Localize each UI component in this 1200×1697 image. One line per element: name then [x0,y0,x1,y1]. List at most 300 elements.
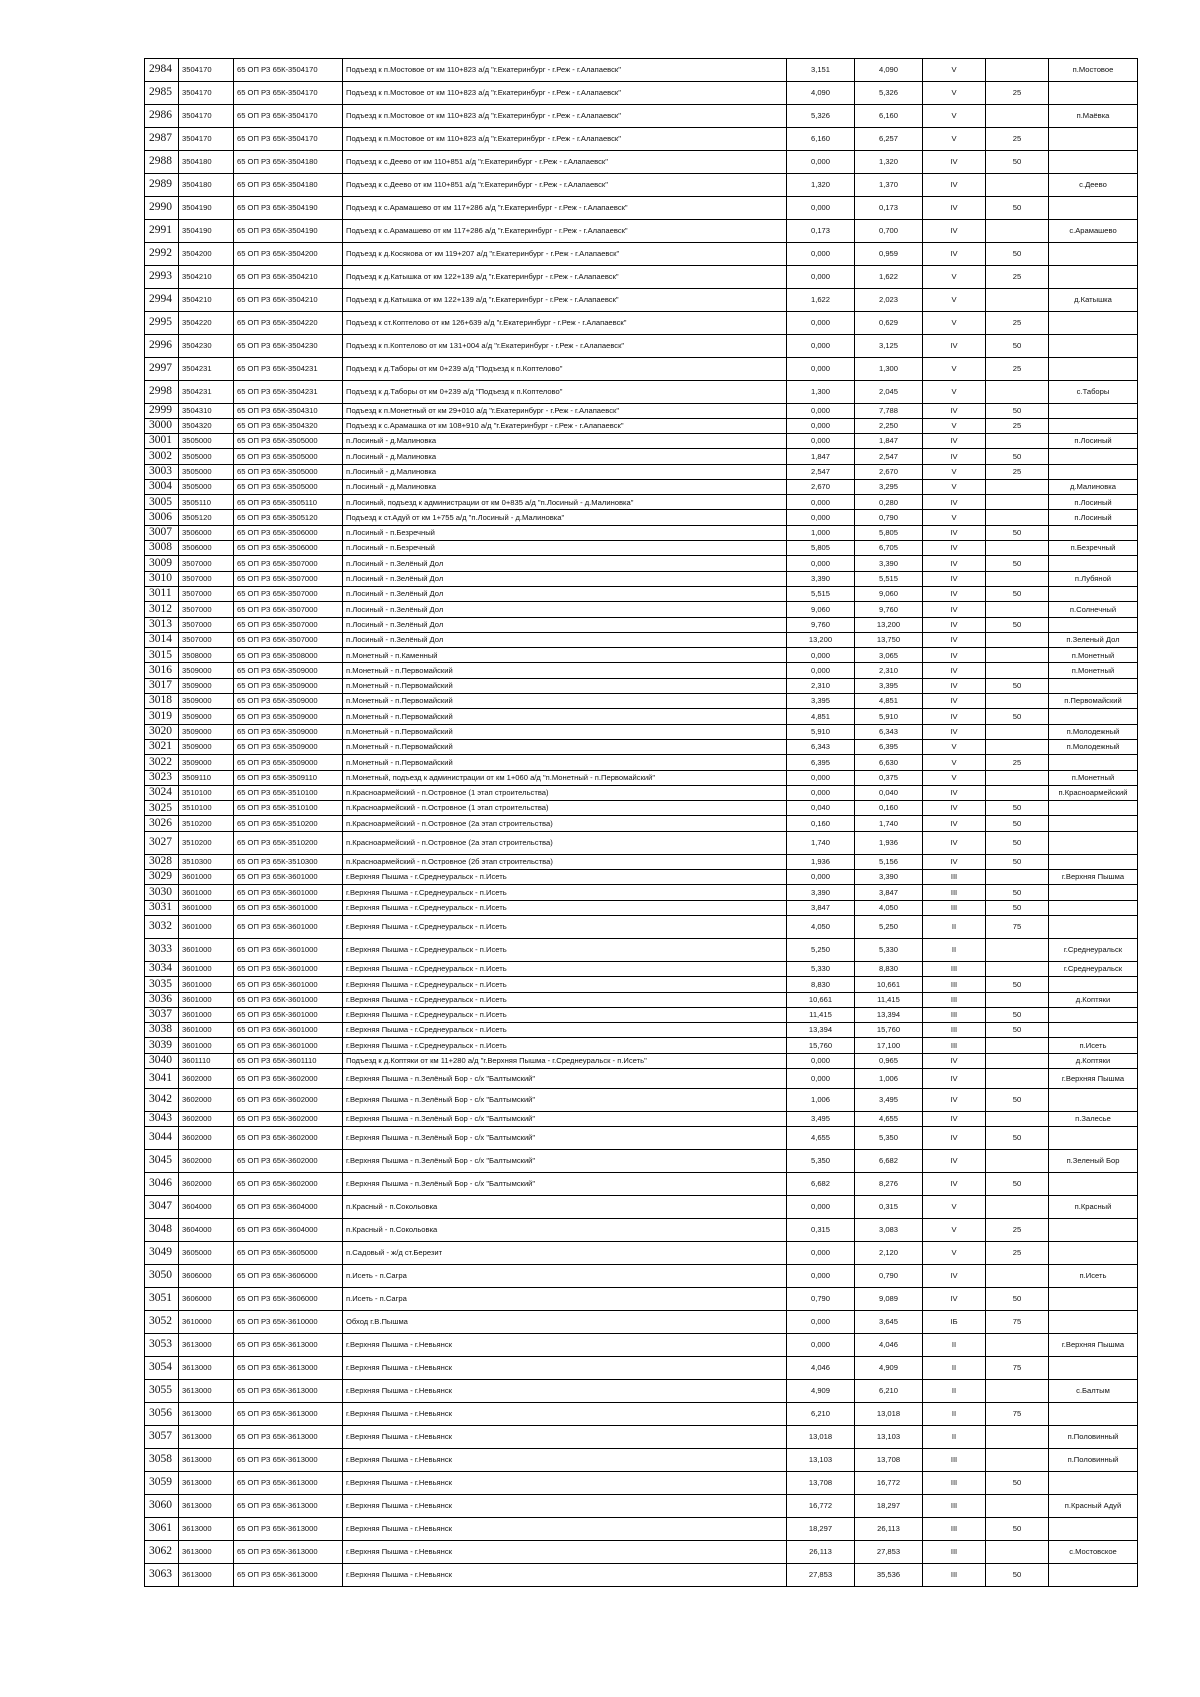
table-row [145,1379,1138,1402]
end-km-cell: 5,515 [855,571,923,586]
settlement-cell: п.Лосиный [1049,495,1138,510]
table-row [145,1126,1138,1149]
account-number-cell: 3504231 [179,358,234,381]
identification-number-cell: 65 ОП РЗ 65К-3602000 [234,1068,343,1088]
road-name-cell: п.Лосиный - п.Безречный [343,525,787,540]
road-name-cell: п.Красноармейский - п.Островное (1 этап строительства) [343,801,787,816]
table-row [145,434,1138,449]
speed-limit-cell: 50 [986,816,1049,831]
table-row [145,938,1138,961]
road-category-cell: V [923,358,986,381]
identification-number-cell: 65 ОП РЗ 65К-3613000 [234,1471,343,1494]
row-number-cell: 3019 [145,709,179,724]
end-km-cell: 1,320 [855,151,923,174]
row-number-cell: 3043 [145,1111,179,1126]
end-km-cell: 3,125 [855,335,923,358]
settlement-cell [1049,197,1138,220]
row-number-cell: 3057 [145,1425,179,1448]
account-number-cell: 3504180 [179,151,234,174]
account-number-cell: 3602000 [179,1068,234,1088]
account-number-cell: 3508000 [179,648,234,663]
road-name-cell: п.Монетный - п.Первомайский [343,755,787,770]
road-name-cell: п.Монетный - п.Первомайский [343,709,787,724]
road-category-cell: IV [923,571,986,586]
settlement-cell: г.Верхняя Пышма [1049,1333,1138,1356]
start-km-cell: 0,000 [787,434,855,449]
road-category-cell: V [923,479,986,494]
row-number-cell: 3032 [145,915,179,938]
table-row [145,1310,1138,1333]
identification-number-cell: 65 ОП РЗ 65К-3506000 [234,525,343,540]
end-km-cell: 4,090 [855,59,923,82]
identification-number-cell: 65 ОП РЗ 65К-3613000 [234,1563,343,1586]
identification-number-cell: 65 ОП РЗ 65К-3601000 [234,900,343,915]
road-category-cell: IV [923,556,986,571]
road-name-cell: п.Лосиный - п.Безречный [343,541,787,556]
row-number-cell: 3030 [145,885,179,900]
road-category-cell: III [923,1023,986,1038]
road-category-cell: IV [923,1264,986,1287]
identification-number-cell: 65 ОП РЗ 65К-3604000 [234,1218,343,1241]
road-category-cell: IV [923,404,986,419]
road-category-cell: IV [923,495,986,510]
speed-limit-cell [986,571,1049,586]
settlement-cell [1049,1471,1138,1494]
table-row [145,495,1138,510]
row-number-cell: 3000 [145,419,179,434]
road-name-cell: Подъезд к с.Деево от км 110+851 а/д "г.Екатеринбург - г.Реж - г.Алапаевск" [343,174,787,197]
identification-number-cell: 65 ОП РЗ 65К-3602000 [234,1149,343,1172]
speed-limit-cell [986,1038,1049,1053]
table-row [145,571,1138,586]
speed-limit-cell: 50 [986,1517,1049,1540]
end-km-cell: 5,350 [855,1126,923,1149]
start-km-cell: 0,000 [787,358,855,381]
end-km-cell: 6,210 [855,1379,923,1402]
road-name-cell: г.Верхняя Пышма - г.Среднеуральск - п.Исеть [343,870,787,885]
road-category-cell: IV [923,632,986,647]
identification-number-cell: 65 ОП РЗ 65К-3504210 [234,266,343,289]
settlement-cell [1049,525,1138,540]
table-row [145,243,1138,266]
road-name-cell: Подъезд к с.Арамашево от км 117+286 а/д "г.Екатеринбург - г.Реж - г.Алапаевск" [343,197,787,220]
settlement-cell [1049,1023,1138,1038]
road-category-cell: V [923,1195,986,1218]
row-number-cell: 3047 [145,1195,179,1218]
settlement-cell: д.Коптяки [1049,1053,1138,1068]
start-km-cell: 0,000 [787,770,855,785]
start-km-cell: 6,682 [787,1172,855,1195]
road-name-cell: Подъезд к д.Таборы от км 0+239 а/д "Подъезд к п.Коптелово" [343,358,787,381]
row-number-cell: 3046 [145,1172,179,1195]
settlement-cell: п.Маёвка [1049,105,1138,128]
road-name-cell: г.Верхняя Пышма - г.Невьянск [343,1540,787,1563]
account-number-cell: 3507000 [179,617,234,632]
end-km-cell: 2,023 [855,289,923,312]
road-name-cell: п.Лосиный - п.Зелёный Дол [343,571,787,586]
start-km-cell: 3,151 [787,59,855,82]
speed-limit-cell [986,434,1049,449]
row-number-cell: 3027 [145,831,179,854]
identification-number-cell: 65 ОП РЗ 65К-3510200 [234,816,343,831]
road-name-cell: г.Верхняя Пышма - г.Среднеуральск - п.Исеть [343,1007,787,1022]
row-number-cell: 3024 [145,785,179,800]
table-row [145,82,1138,105]
speed-limit-cell [986,1111,1049,1126]
road-category-cell: IV [923,1053,986,1068]
start-km-cell: 0,000 [787,510,855,525]
road-category-cell: V [923,82,986,105]
road-category-cell: IV [923,816,986,831]
speed-limit-cell [986,479,1049,494]
road-category-cell: III [923,885,986,900]
settlement-cell: с.Деево [1049,174,1138,197]
account-number-cell: 3601110 [179,1053,234,1068]
speed-limit-cell [986,1333,1049,1356]
road-name-cell: п.Монетный, подъезд к администрации от км 1+060 а/д "п.Монетный - п.Первомайский" [343,770,787,785]
road-category-cell: IV [923,151,986,174]
start-km-cell: 6,343 [787,739,855,754]
account-number-cell: 3506000 [179,525,234,540]
identification-number-cell: 65 ОП РЗ 65К-3504210 [234,289,343,312]
row-number-cell: 2995 [145,312,179,335]
start-km-cell: 3,847 [787,900,855,915]
table-row [145,1402,1138,1425]
road-name-cell: г.Верхняя Пышма - г.Невьянск [343,1563,787,1586]
end-km-cell: 1,370 [855,174,923,197]
start-km-cell: 5,326 [787,105,855,128]
end-km-cell: 6,160 [855,105,923,128]
start-km-cell: 26,113 [787,1540,855,1563]
settlement-cell [1049,1126,1138,1149]
account-number-cell: 3504210 [179,289,234,312]
end-km-cell: 17,100 [855,1038,923,1053]
row-number-cell: 3016 [145,663,179,678]
table-row [145,739,1138,754]
speed-limit-cell [986,632,1049,647]
row-number-cell: 3037 [145,1007,179,1022]
road-category-cell: V [923,739,986,754]
end-km-cell: 13,394 [855,1007,923,1022]
end-km-cell: 5,156 [855,854,923,869]
start-km-cell: 13,200 [787,632,855,647]
settlement-cell [1049,419,1138,434]
road-name-cell: г.Верхняя Пышма - г.Невьянск [343,1517,787,1540]
row-number-cell: 3053 [145,1333,179,1356]
start-km-cell: 4,046 [787,1356,855,1379]
table-row [145,602,1138,617]
road-name-cell: п.Лосиный - д.Малиновка [343,434,787,449]
road-category-cell: IV [923,617,986,632]
road-name-cell: Подъезд к д.Косякова от км 119+207 а/д "г.Екатеринбург - г.Реж - г.Алапаевск" [343,243,787,266]
table-row [145,1068,1138,1088]
speed-limit-cell [986,1448,1049,1471]
speed-limit-cell: 50 [986,1471,1049,1494]
settlement-cell: п.Лубяной [1049,571,1138,586]
road-category-cell: IV [923,1172,986,1195]
end-km-cell: 6,343 [855,724,923,739]
table-row [145,1425,1138,1448]
start-km-cell: 5,515 [787,586,855,601]
road-name-cell: г.Верхняя Пышма - г.Среднеуральск - п.Исеть [343,885,787,900]
speed-limit-cell: 75 [986,915,1049,938]
row-number-cell: 3014 [145,632,179,647]
settlement-cell [1049,801,1138,816]
speed-limit-cell [986,739,1049,754]
road-name-cell: Подъезд к с.Арамашево от км 117+286 а/д "г.Екатеринбург - г.Реж - г.Алапаевск" [343,220,787,243]
account-number-cell: 3602000 [179,1149,234,1172]
identification-number-cell: 65 ОП РЗ 65К-3601000 [234,1007,343,1022]
speed-limit-cell [986,1379,1049,1402]
identification-number-cell: 65 ОП РЗ 65К-3507000 [234,602,343,617]
road-name-cell: п.Лосиный - п.Зелёный Дол [343,556,787,571]
speed-limit-cell: 25 [986,358,1049,381]
start-km-cell: 1,006 [787,1088,855,1111]
table-row [145,785,1138,800]
identification-number-cell: 65 ОП РЗ 65К-3509000 [234,755,343,770]
settlement-cell: п.Зеленый Дол [1049,632,1138,647]
account-number-cell: 3601000 [179,961,234,976]
speed-limit-cell [986,289,1049,312]
settlement-cell [1049,755,1138,770]
account-number-cell: 3504210 [179,266,234,289]
identification-number-cell: 65 ОП РЗ 65К-3504180 [234,174,343,197]
speed-limit-cell: 25 [986,419,1049,434]
row-number-cell: 3031 [145,900,179,915]
row-number-cell: 3038 [145,1023,179,1038]
start-km-cell: 4,090 [787,82,855,105]
end-km-cell: 0,280 [855,495,923,510]
identification-number-cell: 65 ОП РЗ 65К-3505000 [234,464,343,479]
end-km-cell: 4,851 [855,694,923,709]
account-number-cell: 3601000 [179,938,234,961]
road-category-cell: III [923,977,986,992]
settlement-cell [1049,335,1138,358]
settlement-cell: п.Молодежный [1049,724,1138,739]
settlement-cell [1049,1287,1138,1310]
road-category-cell: V [923,381,986,404]
settlement-cell: п.Мостовое [1049,59,1138,82]
road-name-cell: Подъезд к д.Таборы от км 0+239 а/д "Подъезд к п.Коптелово" [343,381,787,404]
account-number-cell: 3510100 [179,785,234,800]
speed-limit-cell: 50 [986,977,1049,992]
speed-limit-cell: 50 [986,1126,1049,1149]
table-row [145,358,1138,381]
table-row [145,755,1138,770]
end-km-cell: 13,750 [855,632,923,647]
account-number-cell: 3509110 [179,770,234,785]
row-number-cell: 3062 [145,1540,179,1563]
speed-limit-cell [986,694,1049,709]
account-number-cell: 3504170 [179,128,234,151]
end-km-cell: 9,089 [855,1287,923,1310]
settlement-cell [1049,1088,1138,1111]
road-name-cell: г.Верхняя Пышма - г.Среднеуральск - п.Исеть [343,992,787,1007]
end-km-cell: 11,415 [855,992,923,1007]
account-number-cell: 3504180 [179,174,234,197]
end-km-cell: 6,630 [855,755,923,770]
identification-number-cell: 65 ОП РЗ 65К-3504170 [234,82,343,105]
identification-number-cell: 65 ОП РЗ 65К-3601110 [234,1053,343,1068]
road-category-cell: IV [923,1111,986,1126]
road-category-cell: III [923,1540,986,1563]
start-km-cell: 18,297 [787,1517,855,1540]
account-number-cell: 3509000 [179,694,234,709]
account-number-cell: 3504231 [179,381,234,404]
identification-number-cell: 65 ОП РЗ 65К-3610000 [234,1310,343,1333]
account-number-cell: 3506000 [179,541,234,556]
row-number-cell: 3010 [145,571,179,586]
end-km-cell: 5,326 [855,82,923,105]
speed-limit-cell: 50 [986,1287,1049,1310]
account-number-cell: 3504170 [179,59,234,82]
identification-number-cell: 65 ОП РЗ 65К-3601000 [234,915,343,938]
settlement-cell [1049,586,1138,601]
start-km-cell: 1,300 [787,381,855,404]
account-number-cell: 3504200 [179,243,234,266]
identification-number-cell: 65 ОП РЗ 65К-3508000 [234,648,343,663]
start-km-cell: 0,315 [787,1218,855,1241]
road-category-cell: IV [923,1287,986,1310]
row-number-cell: 3003 [145,464,179,479]
table-row [145,854,1138,869]
identification-number-cell: 65 ОП РЗ 65К-3507000 [234,556,343,571]
settlement-cell [1049,1517,1138,1540]
settlement-cell [1049,1007,1138,1022]
identification-number-cell: 65 ОП РЗ 65К-3504310 [234,404,343,419]
speed-limit-cell: 25 [986,1241,1049,1264]
road-name-cell: п.Красный - п.Сокольовка [343,1195,787,1218]
road-category-cell: IV [923,694,986,709]
account-number-cell: 3613000 [179,1494,234,1517]
settlement-cell [1049,1563,1138,1586]
end-km-cell: 2,670 [855,464,923,479]
road-name-cell: п.Монетный - п.Первомайский [343,678,787,693]
settlement-cell [1049,449,1138,464]
identification-number-cell: 65 ОП РЗ 65К-3504231 [234,381,343,404]
row-number-cell: 3042 [145,1088,179,1111]
table-row [145,464,1138,479]
end-km-cell: 3,390 [855,556,923,571]
end-km-cell: 13,103 [855,1425,923,1448]
table-row [145,1448,1138,1471]
row-number-cell: 3001 [145,434,179,449]
speed-limit-cell: 50 [986,617,1049,632]
road-category-cell: IV [923,197,986,220]
row-number-cell: 3004 [145,479,179,494]
identification-number-cell: 65 ОП РЗ 65К-3509000 [234,678,343,693]
account-number-cell: 3505120 [179,510,234,525]
identification-number-cell: 65 ОП РЗ 65К-3509000 [234,724,343,739]
speed-limit-cell: 50 [986,586,1049,601]
settlement-cell: с.Балтым [1049,1379,1138,1402]
end-km-cell: 0,790 [855,1264,923,1287]
start-km-cell: 16,772 [787,1494,855,1517]
road-register-table [144,58,1138,1587]
end-km-cell: 1,006 [855,1068,923,1088]
table-row [145,801,1138,816]
speed-limit-cell: 50 [986,1172,1049,1195]
road-category-cell: V [923,59,986,82]
road-name-cell: Подъезд к д.Катышка от км 122+139 а/д "г.Екатеринбург - г.Реж - г.Алапаевск" [343,289,787,312]
row-number-cell: 3040 [145,1053,179,1068]
table-row [145,961,1138,976]
table-row [145,335,1138,358]
table-row [145,381,1138,404]
row-number-cell: 3036 [145,992,179,1007]
identification-number-cell: 65 ОП РЗ 65К-3504180 [234,151,343,174]
road-name-cell: г.Верхняя Пышма - п.Зелёный Бор - с/х "Балтымский" [343,1111,787,1126]
row-number-cell: 2997 [145,358,179,381]
road-category-cell: IV [923,586,986,601]
road-category-cell: IV [923,434,986,449]
end-km-cell: 3,495 [855,1088,923,1111]
speed-limit-cell [986,1195,1049,1218]
road-name-cell: Подъезд к п.Мостовое от км 110+823 а/д "г.Екатеринбург - г.Реж - г.Алапаевск" [343,105,787,128]
settlement-cell: п.Зеленый Бор [1049,1149,1138,1172]
end-km-cell: 35,536 [855,1563,923,1586]
road-name-cell: п.Лосиный - п.Зелёный Дол [343,602,787,617]
road-name-cell: г.Верхняя Пышма - г.Среднеуральск - п.Исеть [343,900,787,915]
row-number-cell: 3059 [145,1471,179,1494]
start-km-cell: 6,160 [787,128,855,151]
table-row [145,1540,1138,1563]
settlement-cell: с.Мостовское [1049,1540,1138,1563]
settlement-cell [1049,816,1138,831]
account-number-cell: 3613000 [179,1333,234,1356]
identification-number-cell: 65 ОП РЗ 65К-3504170 [234,128,343,151]
table-row [145,289,1138,312]
road-name-cell: п.Красный - п.Сокольовка [343,1218,787,1241]
road-name-cell: Подъезд к п.Мостовое от км 110+823 а/д "г.Екатеринбург - г.Реж - г.Алапаевск" [343,59,787,82]
road-name-cell: г.Верхняя Пышма - п.Зелёный Бор - с/х "Балтымский" [343,1172,787,1195]
speed-limit-cell: 50 [986,709,1049,724]
identification-number-cell: 65 ОП РЗ 65К-3504170 [234,59,343,82]
account-number-cell: 3507000 [179,632,234,647]
identification-number-cell: 65 ОП РЗ 65К-3505110 [234,495,343,510]
identification-number-cell: 65 ОП РЗ 65К-3504230 [234,335,343,358]
end-km-cell: 3,295 [855,479,923,494]
settlement-cell [1049,1172,1138,1195]
road-name-cell: п.Монетный - п.Первомайский [343,739,787,754]
end-km-cell: 8,830 [855,961,923,976]
road-name-cell: п.Лосиный, подъезд к администрации от км 0+835 а/д "п.Лосиный - д.Малиновка" [343,495,787,510]
table-row [145,479,1138,494]
road-category-cell: IV [923,801,986,816]
settlement-cell [1049,243,1138,266]
settlement-cell: п.Красный [1049,1195,1138,1218]
table-row [145,831,1138,854]
road-name-cell: г.Верхняя Пышма - г.Невьянск [343,1425,787,1448]
road-category-cell: V [923,464,986,479]
table-row [145,1195,1138,1218]
road-category-cell: V [923,128,986,151]
road-category-cell: III [923,1517,986,1540]
speed-limit-cell [986,381,1049,404]
end-km-cell: 5,910 [855,709,923,724]
settlement-cell [1049,854,1138,869]
road-category-cell: III [923,992,986,1007]
identification-number-cell: 65 ОП РЗ 65К-3509000 [234,709,343,724]
identification-number-cell: 65 ОП РЗ 65К-3602000 [234,1126,343,1149]
speed-limit-cell [986,961,1049,976]
road-category-cell: III [923,1471,986,1494]
road-category-cell: IV [923,831,986,854]
start-km-cell: 5,805 [787,541,855,556]
settlement-cell [1049,915,1138,938]
road-name-cell: п.Лосиный - п.Зелёный Дол [343,617,787,632]
row-number-cell: 3052 [145,1310,179,1333]
